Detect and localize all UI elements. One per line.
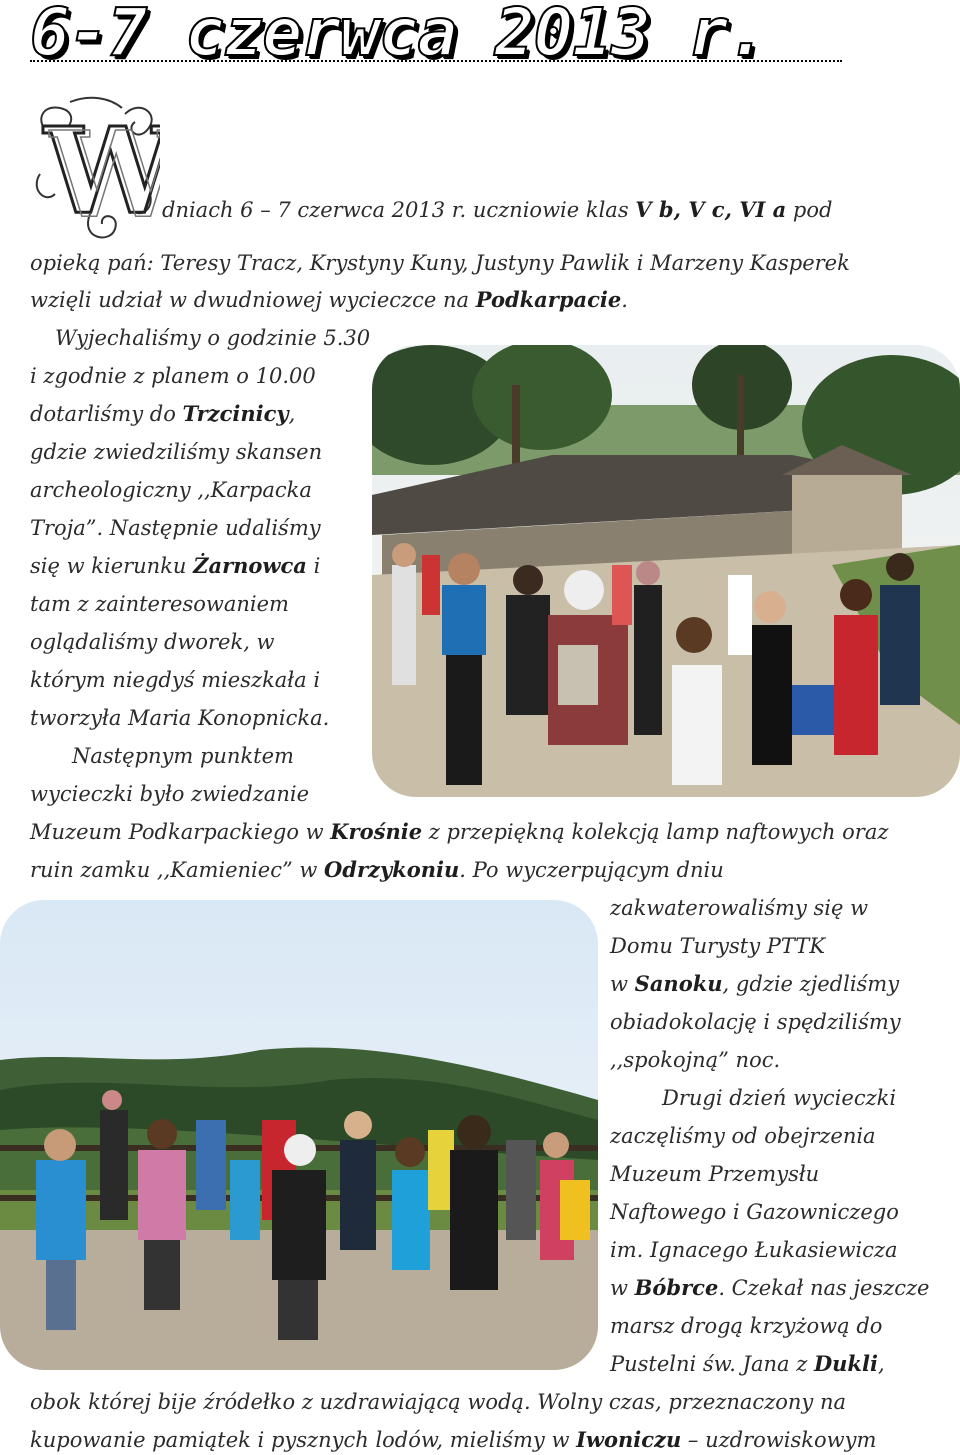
text-run: tam z zainteresowaniem <box>30 592 289 616</box>
article-line-3 <box>30 286 628 314</box>
text-run: dotarliśmy do <box>30 402 183 426</box>
page-title: 6-7 czerwca 2013 r. <box>30 0 766 71</box>
article-line-21 <box>610 970 899 998</box>
text-run: Naftowego i Gazowniczego <box>610 1200 899 1224</box>
text-run: gdzie zwiedziliśmy skansen <box>30 440 323 464</box>
text-run: . <box>621 288 628 312</box>
dropcap-w-icon <box>30 94 160 244</box>
article-line-33 <box>30 1426 876 1454</box>
bold-text: Krośnie <box>330 819 423 844</box>
bold-text: Iwoniczu <box>576 1427 682 1452</box>
text-run: pod <box>786 198 833 222</box>
article-line-9 <box>30 514 321 542</box>
bold-text: Bóbrce <box>634 1275 719 1300</box>
article-line-16 <box>30 780 309 808</box>
text-run: oglądaliśmy dworek, w <box>30 630 275 654</box>
text-run: obok której bije źródełko z uzdrawiającą wodą. Wolny czas, przeznaczony na <box>30 1390 847 1414</box>
text-run: archeologiczny ,,Karpacka <box>30 478 312 502</box>
article-line-18 <box>30 856 724 884</box>
photo-group-hilltop-icon <box>0 900 598 1370</box>
text-run: się w kierunku <box>30 554 194 578</box>
article-line-32 <box>30 1388 846 1416</box>
article-line-4 <box>55 324 370 352</box>
article-line-13 <box>30 666 320 694</box>
svg-text:W: W <box>50 105 160 244</box>
text-run: obiadokolację i spędziliśmy <box>610 1010 901 1034</box>
text-run: w <box>610 1276 635 1300</box>
article-line-20 <box>610 932 825 960</box>
bold-text: V b, V c, VI a <box>635 197 787 222</box>
text-run: Muzeum Podkarpackiego w <box>30 820 331 844</box>
text-run: kupowanie pamiątek i pysznych lodów, mieliśmy w <box>30 1428 577 1452</box>
text-run: w <box>610 972 635 996</box>
svg-text:W: W <box>44 101 160 240</box>
bold-text: Podkarpacie <box>475 287 622 312</box>
article-line-24 <box>662 1084 896 1112</box>
article-line-27 <box>610 1198 899 1226</box>
text-run: wycieczki było zwiedzanie <box>30 782 309 806</box>
article-line-2 <box>30 249 850 277</box>
article-line-19 <box>610 894 868 922</box>
article-line-7 <box>30 438 322 466</box>
article-line-31 <box>610 1350 885 1378</box>
text-run: , <box>877 1352 885 1376</box>
article-line-17 <box>30 818 888 846</box>
text-run: , gdzie zjedliśmy <box>722 972 900 996</box>
text-run: dniach 6 – 7 czerwca 2013 r. uczniowie klas <box>162 198 636 222</box>
text-run: opieką pań: Teresy Tracz, Krystyny Kuny, Justyny Pawlik i Marzeny Kasperek <box>30 251 850 275</box>
article-line-25 <box>610 1122 876 1150</box>
bold-text: Dukli <box>813 1351 878 1376</box>
article-line-15 <box>72 742 294 770</box>
bold-text: Odrzykoniu <box>324 857 460 882</box>
article-line-22 <box>610 1008 901 1036</box>
text-run: zakwaterowaliśmy się w <box>610 896 869 920</box>
article-line-12 <box>30 628 275 656</box>
text-run: Domu Turysty PTTK <box>610 934 826 958</box>
bold-text: Trzcinicy <box>182 401 289 426</box>
article-line-29 <box>610 1274 929 1302</box>
text-run: Muzeum Przemysłu <box>610 1162 820 1186</box>
text-run: , <box>288 402 296 426</box>
article-line-6 <box>30 400 295 428</box>
article-line-1 <box>162 196 832 224</box>
bold-text: Sanoku <box>634 971 723 996</box>
article-line-28 <box>610 1236 898 1264</box>
text-run: i <box>306 554 321 578</box>
text-run: . Po wyczerpującym dniu <box>459 858 724 882</box>
article-line-14 <box>30 704 329 732</box>
text-run: którym niegdyś mieszkała i <box>30 668 321 692</box>
text-run: tworzyła Maria Konopnicka. <box>30 706 330 730</box>
text-run: – uzdrowiskowym <box>681 1428 877 1452</box>
text-run: wzięli udział w dwudniowej wycieczce na <box>30 288 476 312</box>
text-run: Drugi dzień wycieczki <box>662 1086 897 1110</box>
article-line-23 <box>610 1046 780 1074</box>
text-run: ,,spokojną” noc. <box>610 1048 781 1072</box>
article-line-26 <box>610 1160 819 1188</box>
text-run: Wyjechaliśmy o godzinie 5.30 <box>55 326 371 350</box>
article-line-8 <box>30 476 312 504</box>
article-line-11 <box>30 590 289 618</box>
article-line-5 <box>30 362 316 390</box>
article-line-30 <box>610 1312 882 1340</box>
text-run: Troja”. Następnie udaliśmy <box>30 516 321 540</box>
title-dotted-underline <box>30 60 842 62</box>
text-run: i zgodnie z planem o 10.00 <box>30 364 316 388</box>
text-run: Pustelni św. Jana z <box>610 1352 814 1376</box>
text-run: zaczęliśmy od obejrzenia <box>610 1124 876 1148</box>
text-run: Następnym punktem <box>72 744 294 768</box>
text-run: im. Ignacego Łukasiewicza <box>610 1238 898 1262</box>
text-run: marsz drogą krzyżową do <box>610 1314 883 1338</box>
bold-text: Żarnowca <box>193 553 307 578</box>
text-run: z przepiękną kolekcją lamp naftowych oraz <box>422 820 889 844</box>
article-line-10 <box>30 552 320 580</box>
text-run: ruin zamku ,,Kamieniec” w <box>30 858 325 882</box>
photo-group-skansen-icon <box>372 345 960 797</box>
text-run: . Czekał nas jeszcze <box>718 1276 930 1300</box>
